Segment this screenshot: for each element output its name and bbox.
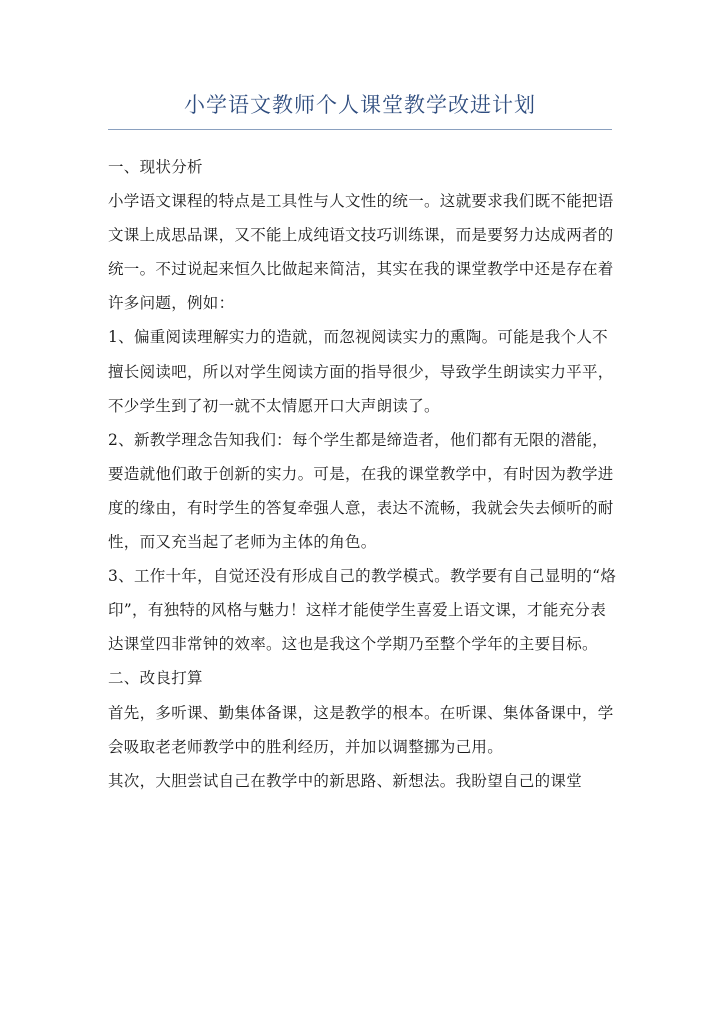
document-title: 小学语文教师个人课堂教学改进计划 xyxy=(184,93,536,117)
paragraph-intro: 小学语文课程的特点是工具性与人文性的统一。这就要求我们既不能把语文课上成思品课，又不能上成纯语文技巧训练课，而是要努力达成两者的统一。不过说起来恒久比做起来简洁，其实在我的课堂教学中还是存在着许多问题，例如： xyxy=(108,192,614,313)
section-heading-status: 一、现状分析 xyxy=(108,158,203,176)
paragraph-issue-2: 2、新教学理念告知我们：每个学生都是缔造者，他们都有无限的潜能，要造就他们敢于创新的实力。可是，在我的课堂教学中，有时因为教学进度的缘由，有时学生的答复牵强人意，表达不流畅，我就会失去倾听的耐性，而又充当起了老师为主体的角色。 xyxy=(108,430,614,552)
paragraph-issue-3: 3、工作十年，自觉还没有形成自己的教学模式。教学要有自己显明的“烙印”，有独特的风格与魅力！这样才能使学生喜爱上语文课，才能充分表达课堂四非常钟的效率。这也是我这个学期乃至整个学年的主要目标。 xyxy=(108,567,617,654)
title-underline xyxy=(108,129,612,130)
document-body xyxy=(108,150,618,798)
section-heading-plan: 二、改良打算 xyxy=(108,669,203,688)
paragraph-plan-second: 其次，大胆尝试自己在教学中的新思路、新想法。我盼望自己的课堂 xyxy=(108,771,583,790)
paragraph-plan-first: 首先，多听课、勤集体备课，这是教学的根本。在听课、集体备课中，学会吸取老老师教学中的胜利经历，并加以调整挪为己用。 xyxy=(108,703,614,756)
paragraph-issue-1: 1、偏重阅读理解实力的造就，而忽视阅读实力的熏陶。可能是我个人不擅长阅读吧，所以对学生阅读方面的指导很少，导致学生朗读实力平平，不少学生到了初一就不太情愿开口大声朗读了。 xyxy=(108,328,614,415)
